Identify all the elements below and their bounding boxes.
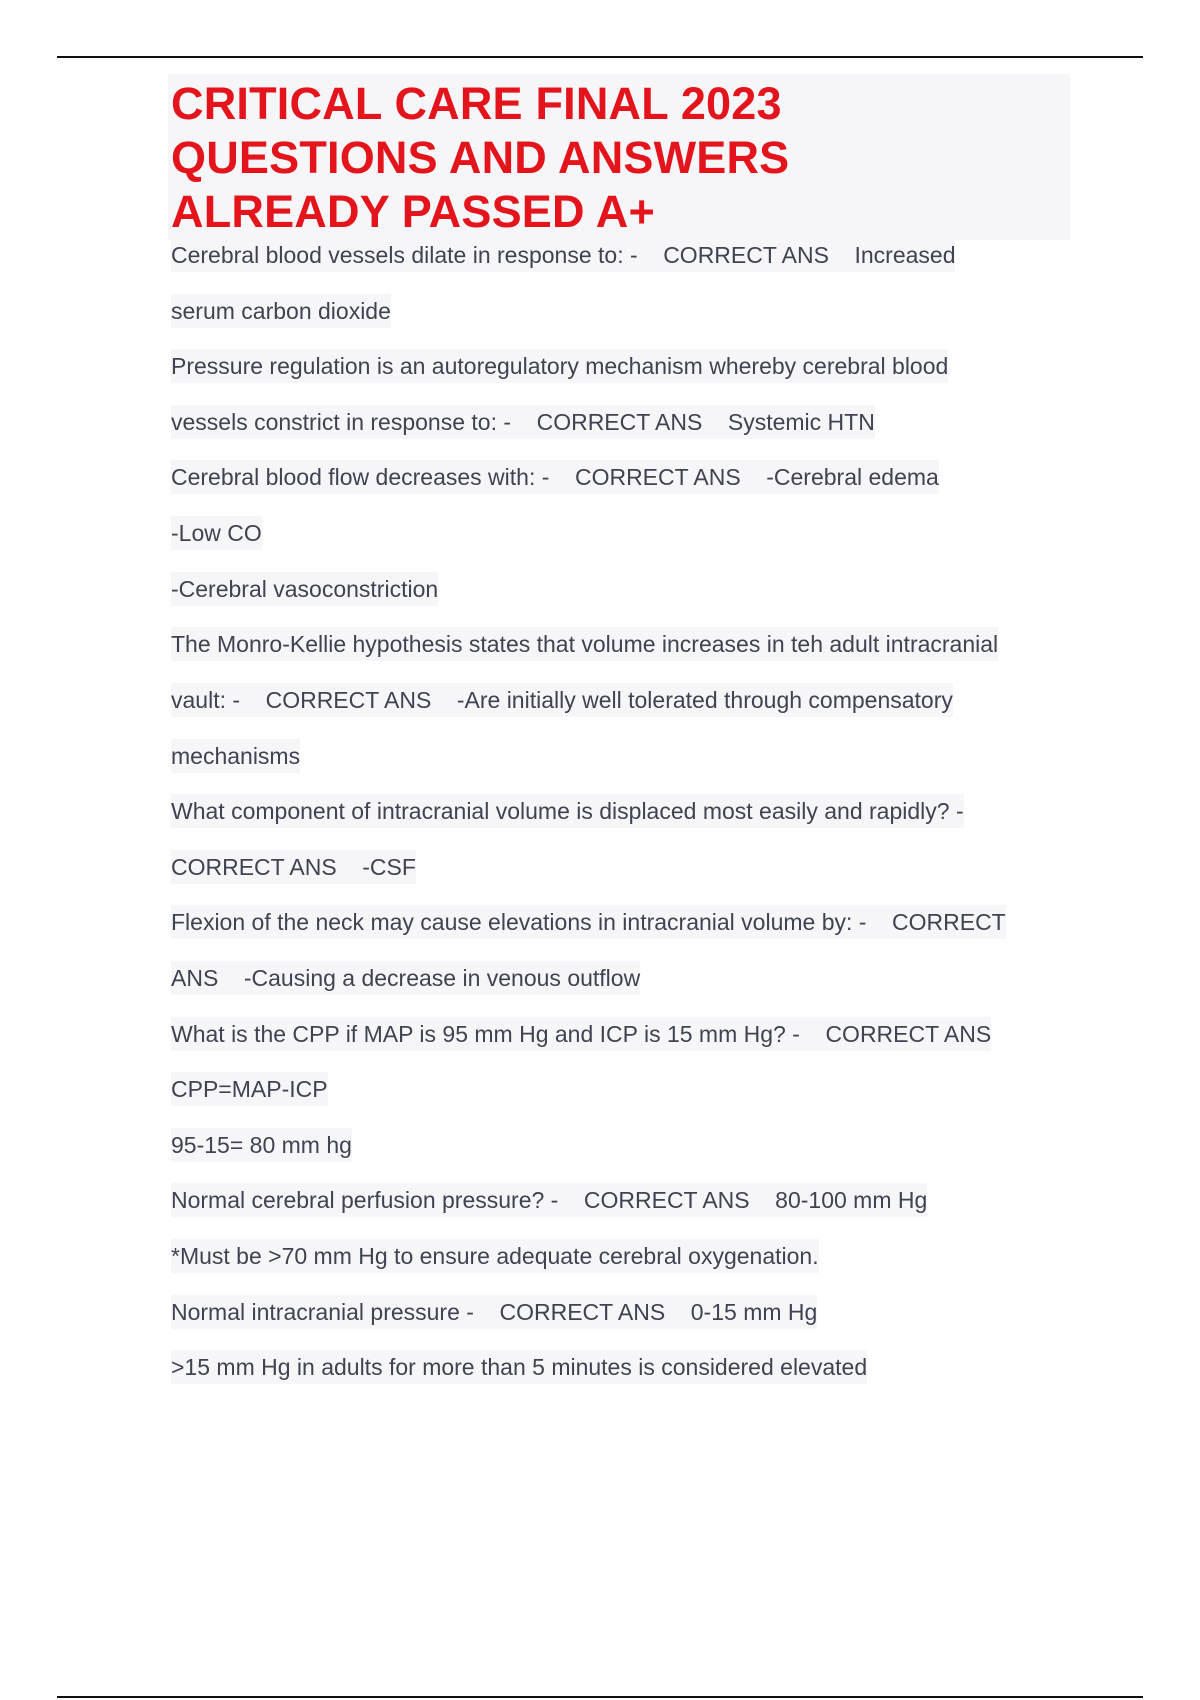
document-title-line-1: CRITICAL CARE FINAL 2023 [171,78,782,129]
text-line: 95-15= 80 mm hg [171,1128,352,1162]
document-title-line-2: QUESTIONS AND ANSWERS [171,132,790,183]
text-line: -Cerebral vasoconstriction [171,572,438,606]
text-line: *Must be >70 mm Hg to ensure adequate cerebral oxygenation. [171,1239,819,1273]
bottom-rule [57,1696,1143,1698]
text-line: Normal cerebral perfusion pressure? - CORRECT ANS 80-100 mm Hg [171,1183,927,1217]
top-rule [57,56,1143,58]
text-line: What is the CPP if MAP is 95 mm Hg and ICP is 15 mm Hg? - CORRECT ANS [171,1017,991,1051]
text-line: Cerebral blood flow decreases with: - CORRECT ANS -Cerebral edema [171,460,939,494]
text-line: ANS -Causing a decrease in venous outflow [171,961,640,995]
text-line: serum carbon dioxide [171,294,391,328]
text-line: CORRECT ANS -CSF [171,850,416,884]
text-line: vessels constrict in response to: - CORRECT ANS Systemic HTN [171,405,875,439]
text-line: >15 mm Hg in adults for more than 5 minutes is considered elevated [171,1350,867,1384]
text-line: -Low CO [171,516,262,550]
text-line: CPP=MAP-ICP [171,1072,328,1106]
text-line: vault: - CORRECT ANS -Are initially well tolerated through compensatory [171,683,953,717]
text-line: Normal intracranial pressure - CORRECT ANS 0-15 mm Hg [171,1295,817,1329]
text-line: What component of intracranial volume is displaced most easily and rapidly? - [171,794,964,828]
text-line: Pressure regulation is an autoregulatory mechanism whereby cerebral blood [171,349,948,383]
text-line: The Monro-Kellie hypothesis states that volume increases in teh adult intracranial [171,627,998,661]
text-line: mechanisms [171,739,300,773]
document-title-line-3: ALREADY PASSED A+ [171,186,655,237]
text-line: Cerebral blood vessels dilate in response to: - CORRECT ANS Increased [171,238,955,272]
text-line: Flexion of the neck may cause elevations in intracranial volume by: - CORRECT [171,905,1006,939]
